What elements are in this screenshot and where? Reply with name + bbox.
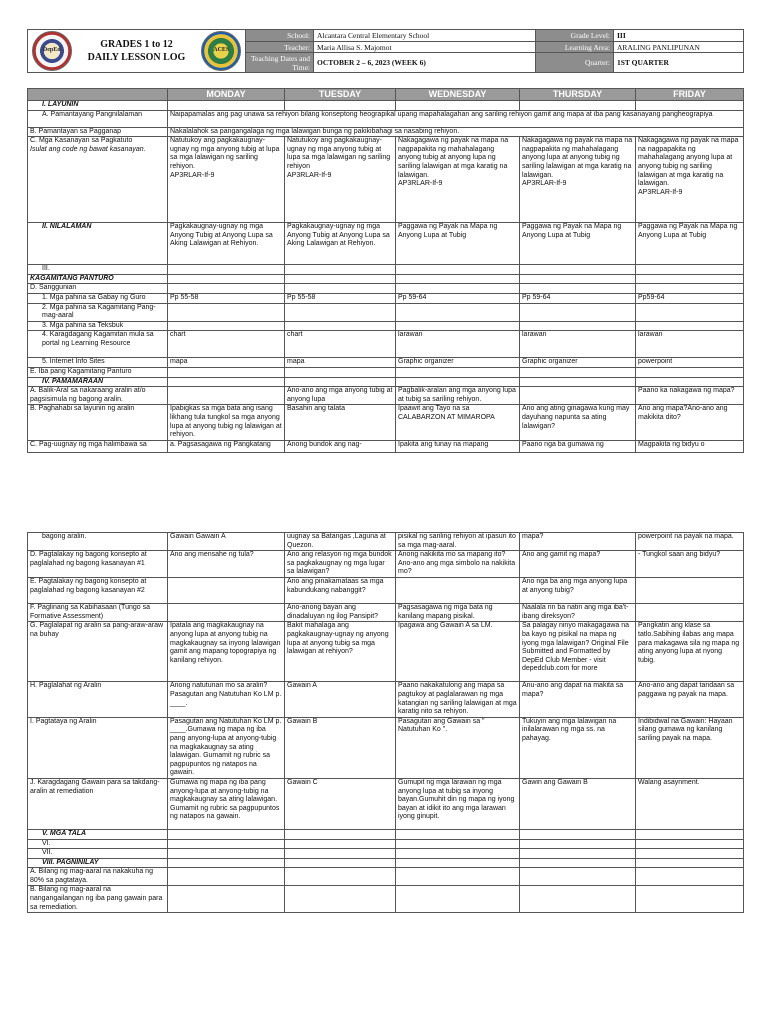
lesson-table-body-part1 xyxy=(28,101,744,453)
row-cell-tuesday xyxy=(285,868,396,886)
table-row xyxy=(28,265,744,275)
lesson-table-part2 xyxy=(27,532,744,913)
table-row xyxy=(28,533,744,551)
row-cell-tuesday: Anong bundok ang nag- xyxy=(285,440,396,452)
row-cell-tuesday: Gawain B xyxy=(285,717,396,778)
row-label: G. Paglalapat ng aralin sa pang-araw-araw na buhay xyxy=(28,622,168,682)
row-cell-tuesday xyxy=(285,829,396,839)
row-cell-friday: Ano ang mapa?Ano-ano ang makikita dito? xyxy=(636,405,744,440)
day-header-monday: MONDAY xyxy=(168,89,285,101)
row-cell-thursday xyxy=(520,849,636,859)
row-cell-thursday: Ano ang gamit ng mapa? xyxy=(520,551,636,578)
row-cell-monday xyxy=(168,604,285,622)
row-cell-friday: powerpoint na payak na mapa. xyxy=(636,533,744,551)
row-cell-friday: larawan xyxy=(636,331,744,358)
row-cell-wednesday xyxy=(396,858,520,868)
table-row xyxy=(28,868,744,886)
row-cell-friday: Paano ka nakagawa ng mapa? xyxy=(636,387,744,405)
day-header-tuesday: TUESDAY xyxy=(285,89,396,101)
table-row xyxy=(28,110,744,127)
row-cell-wednesday xyxy=(396,284,520,294)
row-cell-monday xyxy=(168,829,285,839)
row-cell-monday: Pagkakaugnay-ugnay ng mga Anyong Tubig at Anyong Lupa sa Aking Lalawigan at Rehiyon. xyxy=(168,223,285,265)
row-cell-wednesday xyxy=(396,274,520,284)
row-cell-friday xyxy=(636,604,744,622)
table-row xyxy=(28,604,744,622)
grade-level-label: Grade Level: xyxy=(536,30,614,42)
table-row xyxy=(28,284,744,294)
row-cell-tuesday xyxy=(285,849,396,859)
row-cell-thursday xyxy=(520,274,636,284)
row-cell-tuesday: Natutukoy ang pagkakaugnay-ugnay ng mga anyong tubig at lupa sa mga lalawigan ng sariling rehiyon AP3RLAR-If-9 xyxy=(285,137,396,223)
row-label: VII. xyxy=(28,849,168,859)
row-cell-tuesday xyxy=(285,284,396,294)
row-cell-thursday xyxy=(520,829,636,839)
row-cell-tuesday xyxy=(285,303,396,321)
row-label: B. Pamantayan sa Pagganap xyxy=(28,127,168,137)
row-cell-friday xyxy=(636,839,744,849)
row-cell-friday xyxy=(636,265,744,275)
row-cell-friday xyxy=(636,829,744,839)
row-cell-monday xyxy=(168,284,285,294)
row-cell-friday xyxy=(636,303,744,321)
table-row xyxy=(28,578,744,604)
row-cell-tuesday xyxy=(285,321,396,331)
row-cell-thursday: Paano nga ba gumawa ng xyxy=(520,440,636,452)
row-label: I. LAYUNIN xyxy=(28,101,168,111)
row-cell-friday: Walang asaynment. xyxy=(636,778,744,829)
row-cell-friday: Nakagagawa ng payak na mapa na nagpapakita ng mahahalagang anyong lupa at anyong tubig ng sariling lalawigan at mga karatig na lalawigan. AP3RLAR-If-9 xyxy=(636,137,744,223)
day-header-wednesday: WEDNESDAY xyxy=(396,89,520,101)
row-label: IV. PAMAMARAAN xyxy=(28,377,168,387)
row-cell-friday xyxy=(636,101,744,111)
table-row xyxy=(28,440,744,452)
table-row xyxy=(28,551,744,578)
row-cell-tuesday: Bakit mahalaga ang pagkakaugnay-ugnay ng anyong lupa at anyong tubig sa mga lalawigan at rehiyon? xyxy=(285,622,396,682)
row-cell-tuesday: Pp 55-58 xyxy=(285,293,396,303)
row-cell-friday xyxy=(636,886,744,913)
day-header-friday: FRIDAY xyxy=(636,89,744,101)
row-cell-tuesday: Ano ang relasyon ng mga bundok sa pagkakaugnay ng mga lugar sa lalawigan? xyxy=(285,551,396,578)
row-cell-friday xyxy=(636,858,744,868)
grade-level-value: III xyxy=(614,30,744,42)
table-row xyxy=(28,387,744,405)
row-cell-monday xyxy=(168,858,285,868)
dates-label-line1: Teaching Dates and xyxy=(250,53,310,63)
row-label: B. Paghahabi sa layunin ng aralin xyxy=(28,405,168,440)
row-label: C. Mga Kasanayan sa Pagkatuto Isulat ang code ng bawat kasanayan. xyxy=(28,137,168,223)
row-label: C. Pag-uugnay ng mga halimbawa sa xyxy=(28,440,168,452)
row-label: 5. Internet Info Sites xyxy=(28,358,168,368)
row-cell-thursday xyxy=(520,839,636,849)
header-title-cell xyxy=(76,30,198,73)
row-cell-monday xyxy=(168,367,285,377)
row-cell-wednesday xyxy=(396,839,520,849)
row-cell-thursday: Nakagagawa ng payak na mapa na nagpapakita ng mahahalagang anyong lupa at anyong tubig ng sariling lalawigan at mga karatig na lalawigan. AP3RLAR-If-9 xyxy=(520,137,636,223)
table-row xyxy=(28,137,744,223)
row-cell-monday: chart xyxy=(168,331,285,358)
learning-area-value: ARALING PANLIPUNAN xyxy=(614,42,744,53)
row-cell-monday: mapa xyxy=(168,358,285,368)
row-cell-monday xyxy=(168,303,285,321)
header-title-line1: GRADES 1 to 12 xyxy=(100,39,173,50)
row-label: I. Pagtataya ng Aralin xyxy=(28,717,168,778)
row-cell-wednesday xyxy=(396,578,520,604)
row-cell-friday xyxy=(636,578,744,604)
row-cell-thursday xyxy=(520,101,636,111)
table-row xyxy=(28,829,744,839)
row-cell-monday xyxy=(168,387,285,405)
row-cell-thursday: Anu-ano ang dapat na makita sa mapa? xyxy=(520,682,636,717)
table-row xyxy=(28,778,744,829)
row-cell-thursday xyxy=(520,387,636,405)
row-cell-wednesday: Nakagagawa ng payak na mapa na nagpapakita ng mahahalagang anyong tubig at anyong lupa ng sariling lalawigan at mga karatig na lalawigan. AP3RLAR-If-9 xyxy=(396,137,520,223)
row-label: 2. Mga pahina sa Kagamitang Pang-mag-aaral xyxy=(28,303,168,321)
row-cell-monday: Ano ang mensahe ng tula? xyxy=(168,551,285,578)
row-cell-thursday xyxy=(520,265,636,275)
table-row xyxy=(28,405,744,440)
row-cell-wednesday xyxy=(396,377,520,387)
row-cell-thursday xyxy=(520,321,636,331)
row-label: 1. Mga pahina sa Gabay ng Guro xyxy=(28,293,168,303)
row-cell-wednesday: Paggawa ng Payak na Mapa ng Anyong Lupa at Tubig xyxy=(396,223,520,265)
row-cell-wednesday: Anong nakikita mo sa mapang ito? Ano-ano ang mga simbolo na nakikita mo? xyxy=(396,551,520,578)
school-seal-cell xyxy=(198,30,246,73)
row-cell-tuesday: Ano-anong bayan ang dinadaluyan ng ilog Pansipit? xyxy=(285,604,396,622)
row-cell-thursday: larawan xyxy=(520,331,636,358)
table-row xyxy=(28,858,744,868)
row-label: bagong aralin. xyxy=(28,533,168,551)
row-cell-thursday xyxy=(520,284,636,294)
row-label: E. Iba pang Kagamitang Panturo xyxy=(28,367,168,377)
row-cell-tuesday: chart xyxy=(285,331,396,358)
row-cell-monday: Gumawa ng mapa ng iba pang anyong-lupa at anyong-tubig na magkakaugnay sa ating lalawigan. Gumamit ng rubric sa pagpupuntos ng natapos na gawain. xyxy=(168,778,285,829)
row-label: E. Pagtalakay ng bagong konsepto at paglalahad ng bagong kasanayan #2 xyxy=(28,578,168,604)
row-cell-monday xyxy=(168,578,285,604)
table-row xyxy=(28,839,744,849)
row-label: A. Bilang ng mag-aaral na nakakuha ng 80% sa pagtataya. xyxy=(28,868,168,886)
row-cell-tuesday: uugnay sa Batangas ,Laguna at Quezon. xyxy=(285,533,396,551)
row-label: F. Paglinang sa Kabihasaan (Tungo sa Formative Assessment) xyxy=(28,604,168,622)
row-cell-thursday: Tukuyin ang mga lalawigan na inilalarawan ng mga ss. na pahayag. xyxy=(520,717,636,778)
row-cell-monday xyxy=(168,377,285,387)
table-row xyxy=(28,101,744,111)
table-row xyxy=(28,331,744,358)
row-cell-wednesday xyxy=(396,303,520,321)
row-cell-wednesday: Ipaawit ang Tayo na sa CALABARZON AT MIMAROPA xyxy=(396,405,520,440)
row-cell-tuesday xyxy=(285,839,396,849)
row-cell-thursday: Naalala rin ba natin ang mga iba't-ibang direksyon? xyxy=(520,604,636,622)
row-cell-wednesday xyxy=(396,886,520,913)
row-cell-monday: Pasagutan ang Natutuhan Ko LM p. ____.Gumawa ng mapa ng iba pang anyong-lupa at anyong-tubig na magkakaugnay sa ating lalawigan. Gumamit ng rubric sa pagpupuntos ng natapos na gawain. xyxy=(168,717,285,778)
header-title-line2: DAILY LESSON LOG xyxy=(87,52,186,63)
row-label: D. Pagtalakay ng bagong konsepto at paglalahad ng bagong kasanayan #1 xyxy=(28,551,168,578)
row-cell-wednesday xyxy=(396,265,520,275)
row-label: D. Sanggunian xyxy=(28,284,168,294)
teacher-value: Maria Allisa S. Majomot xyxy=(314,42,536,53)
header-table xyxy=(27,29,744,73)
row-content-span: Naipapamalas ang pag unawa sa rehiyon bilang konseptong heograpikal upang mapahalagahan ang sariling rehiyon gamit ang mapa at iba pang kasanayang pangheograpiya xyxy=(168,110,744,127)
row-cell-wednesday: Paano nakakatulong ang mapa sa pagtukoy at paglalarawan ng mga katangian ng sariling lalawigan at mga karatig nito sa rehiyon. xyxy=(396,682,520,717)
row-cell-tuesday: Pagkakaugnay-ugnay ng mga Anyong Tubig at Anyong Lupa sa Aking Lalawigan at Rehiyon. xyxy=(285,223,396,265)
quarter-value: 1ST QUARTER xyxy=(614,53,744,73)
row-cell-wednesday xyxy=(396,849,520,859)
table-row xyxy=(28,682,744,717)
day-header-row xyxy=(28,89,744,101)
row-cell-wednesday: Pp 59-64 xyxy=(396,293,520,303)
row-cell-wednesday: larawan xyxy=(396,331,520,358)
row-cell-wednesday xyxy=(396,868,520,886)
row-label: 4. Karagdagang Kagamitan mula sa portal ng Learning Resource xyxy=(28,331,168,358)
teacher-label: Teacher: xyxy=(246,42,314,53)
row-cell-friday: - Tungkol saan ang bidyu? xyxy=(636,551,744,578)
row-cell-thursday: Ano ang ating ginagawa kung may dayuhang napunta sa ating lalawigan? xyxy=(520,405,636,440)
row-cell-friday: Indibidwal na Gawain: Hayaan silang gumawa ng kanilang sariling payak na mapa. xyxy=(636,717,744,778)
table-row xyxy=(28,717,744,778)
row-cell-friday: Paggawa ng Payak na Mapa ng Anyong Lupa at Tubig xyxy=(636,223,744,265)
row-label: H. Paglalahat ng Aralin xyxy=(28,682,168,717)
row-cell-friday: powerpoint xyxy=(636,358,744,368)
row-label: A. Balik-Aral sa nakaraang aralin at/o pagsisimula ng bagong aralin. xyxy=(28,387,168,405)
table-row xyxy=(28,293,744,303)
row-cell-monday xyxy=(168,101,285,111)
row-label-note: Isulat ang code ng bawat kasanayan. xyxy=(30,145,146,153)
row-cell-thursday xyxy=(520,367,636,377)
day-header-thursday: THURSDAY xyxy=(520,89,636,101)
row-cell-monday xyxy=(168,321,285,331)
row-content-span: Nakalalahok sa pangangalaga ng mga lalawigan bunga ng pakikibahagi sa nasabing rehiyon. xyxy=(168,127,744,137)
lesson-table-part1 xyxy=(27,88,744,453)
row-cell-thursday: Pp 59-64 xyxy=(520,293,636,303)
table-row xyxy=(28,358,744,368)
row-cell-friday xyxy=(636,849,744,859)
row-cell-friday xyxy=(636,321,744,331)
table-row xyxy=(28,274,744,284)
row-cell-monday xyxy=(168,849,285,859)
row-cell-tuesday xyxy=(285,367,396,377)
row-label: VI. xyxy=(28,839,168,849)
quarter-label: Quarter: xyxy=(536,53,614,73)
row-cell-thursday xyxy=(520,868,636,886)
row-cell-monday: Ipabigkas sa mga bata ang isang likhang tula tungkol sa mga anyong lupa at anyong tubig ng lalawigan at rehiyon. xyxy=(168,405,285,440)
dates-value: OCTOBER 2 – 6, 2023 (WEEK 6) xyxy=(314,53,536,73)
row-cell-monday xyxy=(168,265,285,275)
row-label: 3. Mga pahina sa Teksbuk xyxy=(28,321,168,331)
table-row xyxy=(28,303,744,321)
table-row xyxy=(28,886,744,913)
table-row xyxy=(28,321,744,331)
row-cell-monday: Ipatala ang magkakaugnay na anyong lupa at anyong tubig na magkakaugnay sa inyong lalawigan gamit ang mapang topograpiya ng kanilang rehiyon. xyxy=(168,622,285,682)
row-label: J. Karagdagang Gawain para sa takdang-aralin at remediation xyxy=(28,778,168,829)
corner-cell xyxy=(28,89,168,101)
table-row xyxy=(28,223,744,265)
row-cell-wednesday xyxy=(396,367,520,377)
row-cell-tuesday xyxy=(285,886,396,913)
table-row xyxy=(28,127,744,137)
table-row xyxy=(28,622,744,682)
row-cell-monday xyxy=(168,839,285,849)
table-row xyxy=(28,849,744,859)
school-label: School: xyxy=(246,30,314,42)
row-cell-wednesday xyxy=(396,829,520,839)
row-cell-friday xyxy=(636,274,744,284)
row-label: B. Bilang ng mag-aaral na nangangailangan ng iba pang gawain para sa remediation. xyxy=(28,886,168,913)
row-cell-thursday xyxy=(520,377,636,387)
row-cell-wednesday: Gumupit ng mga larawan ng mga anyong lupa at tubig sa inyong bayan.Gumuhit din ng mapa ng iyong bayan at idikit ito ang mga larawan iyong ginupit. xyxy=(396,778,520,829)
row-cell-tuesday xyxy=(285,101,396,111)
row-cell-friday xyxy=(636,377,744,387)
row-cell-monday: Natutukoy ang pagkakaugnay-ugnay ng mga anyong tubig at lupa sa mga lalawigan ng sariling rehiyon. AP3RLAR-If-9 xyxy=(168,137,285,223)
row-cell-tuesday: Basahin ang talata xyxy=(285,405,396,440)
row-cell-thursday: Graphic organizer xyxy=(520,358,636,368)
row-cell-thursday xyxy=(520,303,636,321)
row-cell-wednesday: Ipagawa ang Gawain A sa LM. xyxy=(396,622,520,682)
deped-seal xyxy=(28,30,76,73)
row-cell-monday: a. Pagsasagawa ng Pangkatang xyxy=(168,440,285,452)
row-cell-wednesday: Pasagutan ang Gawain sa " Natutuhan Ko ". xyxy=(396,717,520,778)
row-cell-thursday xyxy=(520,886,636,913)
row-cell-friday: Magpakita ng bidyu o xyxy=(636,440,744,452)
row-cell-monday: Anong natutunan mo sa aralin? Pasagutan ang Natutuhan Ko LM p. ____. xyxy=(168,682,285,717)
row-cell-wednesday: Graphic organizer xyxy=(396,358,520,368)
row-cell-friday: Pp59-64 xyxy=(636,293,744,303)
row-cell-tuesday xyxy=(285,858,396,868)
row-label: II. NILALAMAN xyxy=(28,223,168,265)
dates-label xyxy=(246,53,314,73)
row-cell-monday xyxy=(168,886,285,913)
deped-logo: DepEd xyxy=(32,31,72,71)
row-cell-monday xyxy=(168,868,285,886)
row-label: III. xyxy=(28,265,168,275)
row-cell-thursday: Ano nga ba ang mga anyong lupa at anyong tubig? xyxy=(520,578,636,604)
row-cell-monday: Gawain Gawain A xyxy=(168,533,285,551)
row-cell-wednesday xyxy=(396,321,520,331)
row-cell-wednesday xyxy=(396,101,520,111)
row-cell-wednesday: Pagbalik-aralan ang mga anyong lupa at tubig sa sariling rehiyon. xyxy=(396,387,520,405)
row-cell-monday: Pp 55-58 xyxy=(168,293,285,303)
school-value: Alcantara Central Elementary School xyxy=(314,30,536,42)
row-cell-wednesday: pisikal ng sariling rehiyon at ipasuri ito sa mga mag-aaral. xyxy=(396,533,520,551)
row-cell-wednesday: Pagsasagawa ng mga bata ng kanilang mapang pisikal. xyxy=(396,604,520,622)
row-cell-friday xyxy=(636,868,744,886)
learning-area-label: Learning Area: xyxy=(536,42,614,53)
row-cell-thursday: Gawin ang Gawain B xyxy=(520,778,636,829)
school-logo: ACES xyxy=(201,31,241,71)
row-label: KAGAMITANG PANTURO xyxy=(28,274,168,284)
row-cell-wednesday: Ipakita ang tunay na mapang xyxy=(396,440,520,452)
row-cell-friday: Pangkatin ang klase sa tatlo.Sabihing ilabas ang mapa para makagawa sila ng mapa ng ating anyong lupa at nyong tubig. xyxy=(636,622,744,682)
row-cell-friday xyxy=(636,284,744,294)
row-cell-tuesday: mapa xyxy=(285,358,396,368)
table-row xyxy=(28,377,744,387)
row-cell-tuesday: Ano-ano ang mga anyong tubig at anyong lupa xyxy=(285,387,396,405)
row-cell-tuesday xyxy=(285,377,396,387)
row-cell-thursday: mapa? xyxy=(520,533,636,551)
row-cell-thursday xyxy=(520,858,636,868)
row-label: V. MGA TALA xyxy=(28,829,168,839)
row-cell-thursday: Sa palagay ninyo makagagawa na ba kayo ng pisikal na mapa ng iyong mga lalawigan? Original File Submitted and Formatted by DepEd Club Member - visit depedclub.com for more xyxy=(520,622,636,682)
row-label: A. Pamantayang Pangnilalaman xyxy=(28,110,168,127)
row-cell-friday: Ano-ano ang dapat tandaan sa paggawa ng payak na mapa. xyxy=(636,682,744,717)
row-label: VIII. PAGNINILAY xyxy=(28,858,168,868)
row-cell-tuesday: Gawain C xyxy=(285,778,396,829)
row-cell-tuesday xyxy=(285,274,396,284)
row-cell-tuesday: Gawain A xyxy=(285,682,396,717)
row-cell-tuesday xyxy=(285,265,396,275)
dates-label-line2: Time: xyxy=(292,62,310,72)
table-row xyxy=(28,367,744,377)
row-cell-thursday: Paggawa ng Payak na Mapa ng Anyong Lupa at Tubig xyxy=(520,223,636,265)
lesson-table-body-part2 xyxy=(28,533,744,913)
row-cell-friday xyxy=(636,367,744,377)
row-cell-tuesday: Ano ang pinakamataas sa mga kabundukang nabanggit? xyxy=(285,578,396,604)
row-cell-monday xyxy=(168,274,285,284)
